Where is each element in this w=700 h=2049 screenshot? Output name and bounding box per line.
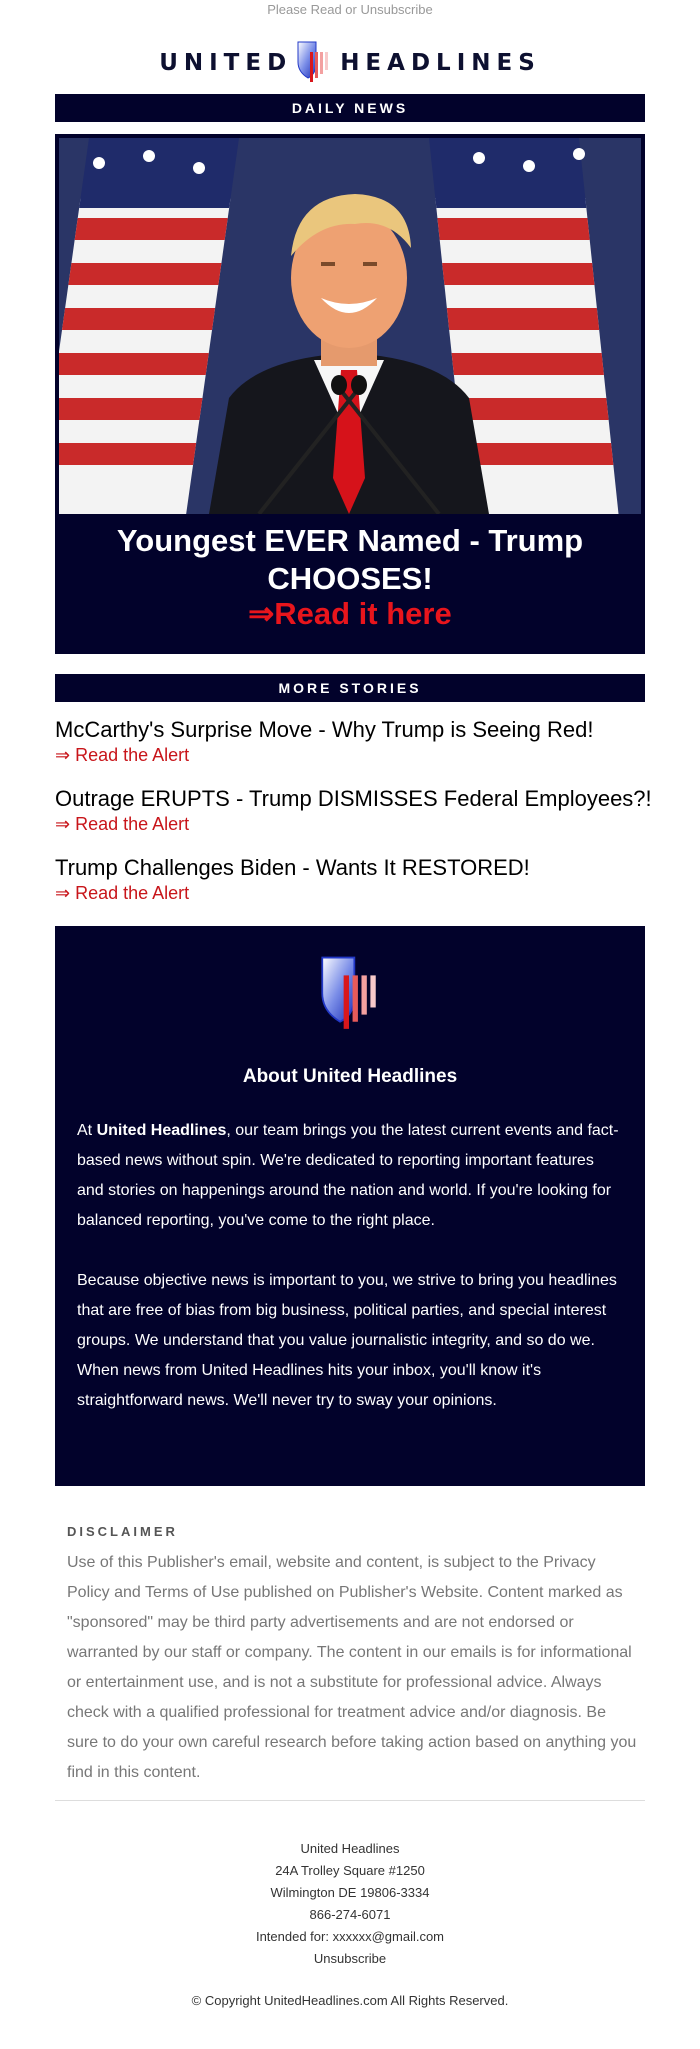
story-item <box>55 716 655 766</box>
unsubscribe-link[interactable]: Unsubscribe <box>313 1951 387 1966</box>
more-stories-header: MORE STORIES <box>55 674 645 702</box>
hero-headline[interactable]: Youngest EVER Named - Trump CHOOSES! <box>116 523 584 596</box>
about-section <box>55 926 645 1486</box>
footer-intended-for: Intended for: xxxxxx@gmail.com <box>255 1929 445 1944</box>
footer-company: United Headlines <box>300 1841 400 1856</box>
about-brand: United Headlines <box>96 1122 227 1139</box>
copyright: © Copyright UnitedHeadlines.com All Rights Reserved. <box>191 1993 509 2008</box>
story-read-link[interactable]: ⇒ Read the Alert <box>55 814 190 834</box>
story-title[interactable]: Trump Challenges Biden - Wants It RESTORED! <box>55 855 530 880</box>
story-read-link[interactable]: ⇒ Read the Alert <box>55 883 190 903</box>
hero-image[interactable] <box>59 138 641 514</box>
footer-phone: 866-274-6071 <box>309 1907 391 1922</box>
daily-news-header: DAILY NEWS <box>55 94 645 122</box>
about-paragraph-2: Because objective news is important to you, we strive to bring you headlines that are free of bias from big business, political parties, and special interest groups. We understand that you value journalistic integrity, and so do we. When news from United Headlines hits your inbox, you'll know it's straightforward news. We'll never try to sway your opinions. <box>77 1272 617 1409</box>
hero-read-link[interactable]: ⇒Read it here <box>248 596 452 631</box>
hero-photo-illustration <box>59 138 641 514</box>
shield-logo-icon <box>317 954 381 1036</box>
story-title[interactable]: McCarthy's Surprise Move - Why Trump is Seeing Red! <box>55 717 594 742</box>
shield-logo-icon <box>296 40 330 86</box>
about-paragraph-1 <box>77 1116 623 1236</box>
disclaimer-heading: DISCLAIMER <box>67 1524 178 1539</box>
footer-address <box>0 1838 700 1970</box>
hero-card[interactable] <box>55 134 645 654</box>
disclaimer-text: Use of this Publisher's email, website and content, is subject to the Privacy Policy and Terms of Use published on Publisher's Website. Content marked as "sponsored" may be third party advertisements and are not endorsed or warranted by our staff or company. The content in our emails is for informational or entertainment use, and is not a substitute for professional advice. Always check with a qualified professional for treatment advice and/or diagnosis. Be sure to do your own careful research before taking action based on anything you find in this content. <box>67 1554 637 1781</box>
footer-address-line-1: 24A Trolley Square #1250 <box>275 1863 425 1878</box>
story-item <box>55 785 655 835</box>
story-title[interactable]: Outrage ERUPTS - Trump DISMISSES Federal Employees?! <box>55 786 652 811</box>
story-read-link[interactable]: ⇒ Read the Alert <box>55 745 190 765</box>
logo[interactable] <box>0 38 700 88</box>
logo-word-left: UNITED <box>159 50 293 76</box>
about-p1-prefix: At <box>77 1122 97 1139</box>
logo-word-right: HEADLINES <box>340 50 541 76</box>
story-item <box>55 854 655 904</box>
preheader-link[interactable]: Please Read or Unsubscribe <box>267 2 433 17</box>
about-title: About United Headlines <box>242 1066 458 1087</box>
divider <box>55 1800 645 1801</box>
about-p1-rest: , our team brings you the latest current events and fact-based news without spin. We're dedicated to reporting important features and stories on happenings around the nation and world. If you're looking for balanced reporting, you've come to the right place. <box>77 1122 619 1229</box>
footer-address-line-2: Wilmington DE 19806-3334 <box>270 1885 430 1900</box>
